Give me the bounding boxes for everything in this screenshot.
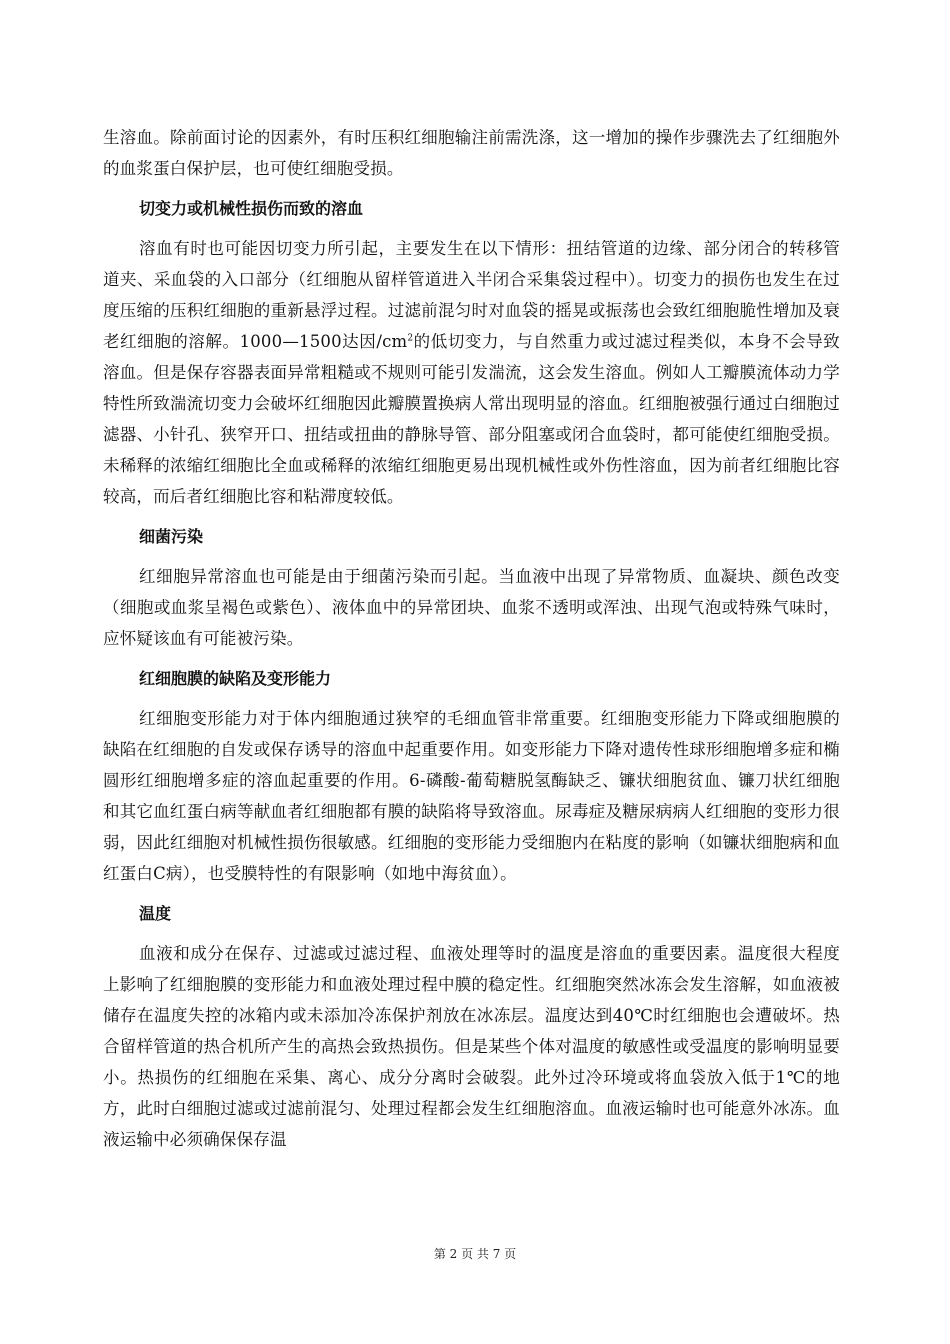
superscript-squared: 2 bbox=[407, 333, 414, 344]
section-heading-bacteria: 细菌污染 bbox=[139, 527, 204, 546]
page-footer: 第 2 页 共 7 页 bbox=[433, 1247, 517, 1261]
section-body-bacteria: 红细胞异常溶血也可能是由于细菌污染而引起。当血液中出现了异常物质、血凝块、颜色改变（细胞或血浆呈褐色或紫色）、液体血中的异常团块、血浆不透明或浑浊、出现气泡或特殊气味时，应怀疑该血有可能被污染。 bbox=[103, 567, 840, 648]
section-body-shear bbox=[103, 233, 840, 512]
section-body-shear-part1: 溶血有时也可能因切变力所引起，主要发生在以下情形：扭结管道的边缘、部分闭合的转移管道夹、采血袋的入口部分（红细胞从留样管道进入半闭合采集袋过程中）。切变力的损伤也发生在过度压缩的压积红细胞的重新悬浮过程。过滤前混匀时对血袋的摇晃或振荡也会致红细胞脆性增加及衰老红细胞的溶解。1000—1500达因/cm bbox=[103, 239, 840, 351]
section-heading-shear: 切变力或机械性损伤而致的溶血 bbox=[139, 199, 364, 218]
section-heading-membrane: 红细胞膜的缺陷及变形能力 bbox=[139, 669, 332, 688]
section-heading-temperature: 温度 bbox=[139, 904, 172, 923]
intro-paragraph: 生溶血。除前面讨论的因素外，有时压积红细胞输注前需洗涤，这一增加的操作步骤洗去了红细胞外的血浆蛋白保护层，也可使红细胞受损。 bbox=[103, 128, 840, 178]
section-body-membrane: 红细胞变形能力对于体内细胞通过狭窄的毛细血管非常重要。红细胞变形能力下降或细胞膜的缺陷在红细胞的自发或保存诱导的溶血中起重要作用。如变形能力下降对遗传性球形细胞增多症和椭圆形红细胞增多症的溶血起重要的作用。6-磷酸-葡萄糖脱氢酶缺乏、镰状细胞贫血、镰刀状红细胞和其它血红蛋白病等献血者红细胞都有膜的缺陷将导致溶血。尿毒症及糖尿病病人红细胞的变形力很弱，因此红细胞对机械性损伤很敏感。红细胞的变形能力受细胞内在粘度的影响（如镰状细胞病和血红蛋白C病），也受膜特性的有限影响（如地中海贫血）。 bbox=[103, 709, 840, 883]
document-page bbox=[103, 122, 840, 1155]
section-body-temperature: 血液和成分在保存、过滤或过滤过程、血液处理等时的温度是溶血的重要因素。温度很大程度上影响了红细胞膜的变形能力和血液处理过程中膜的稳定性。红细胞突然冰冻会发生溶解，如血液被储存在温度失控的冰箱内或未添加冷冻保护剂放在冰冻层。温度达到40℃时红细胞也会遭破坏。热合留样管道的热合机所产生的高热会致热损伤。但是某些个体对温度的敏感性或受温度的影响明显要小。热损伤的红细胞在采集、离心、成分分离时会破裂。此外过冷环境或将血袋放入低于1℃的地方，此时白细胞过滤或过滤前混匀、处理过程都会发生红细胞溶血。血液运输时也可能意外冰冻。血液运输中必须确保保存温 bbox=[103, 944, 840, 1149]
section-body-shear-part2: 的低切变力，与自然重力或过滤过程类似，本身不会导致溶血。但是保存容器表面异常粗糙或不规则可能引发湍流，这会发生溶血。例如人工瓣膜流体动力学特性所致湍流切变力会破坏红细胞因此瓣膜置换病人常出现明显的溶血。红细胞被强行通过白细胞过滤器、小针孔、狭窄开口、扭结或扭曲的静脉导管、部分阻塞或闭合血袋时，都可能使红细胞受损。未稀释的浓缩红细胞比全血或稀释的浓缩红细胞更易出现机械性或外伤性溶血，因为前者红细胞比容较高，而后者红细胞比容和粘滞度较低。 bbox=[103, 332, 840, 506]
